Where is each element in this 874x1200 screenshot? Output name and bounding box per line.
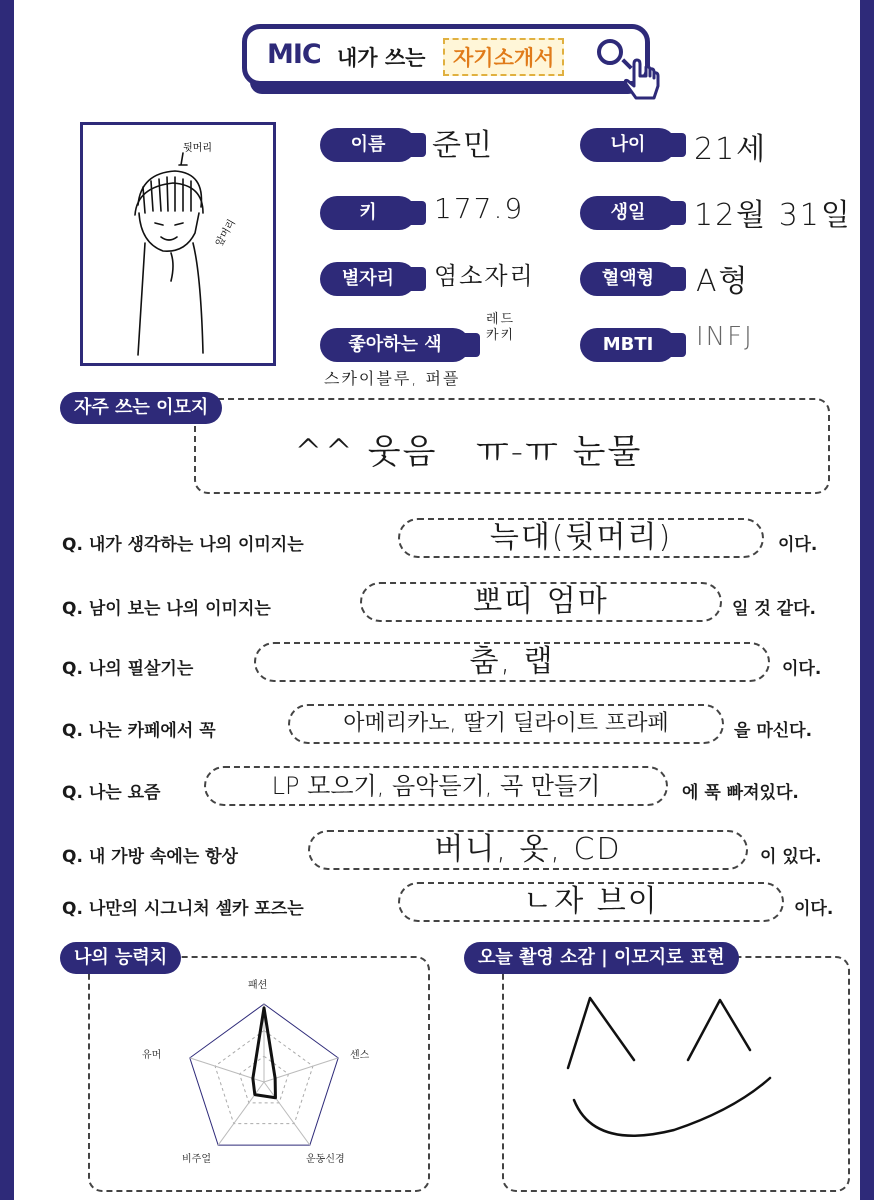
question-7-end: 이다. (794, 899, 834, 919)
mic-logo (267, 39, 321, 70)
header-title: 내가 쓰는 (337, 46, 426, 70)
question-5: Q. 나는 요즘 (62, 783, 161, 803)
question-3: Q. 나의 필살기는 (62, 659, 194, 679)
header-badge: 자기소개서 (443, 38, 564, 76)
pill-age: 나이 (580, 128, 676, 162)
question-4: Q. 나는 카페에서 꼭 (62, 721, 216, 741)
logo-text: MIC (267, 39, 321, 70)
question-7: Q. 나만의 시그니처 셀카 포즈는 (62, 899, 304, 919)
pointer-hand-icon (620, 56, 670, 106)
answer-5: LP 모으기, 음악듣기, 곡 만들기 (204, 766, 668, 806)
answer-6: 버니, 옷, CD (308, 830, 748, 870)
ability-radar-chart (164, 978, 364, 1178)
pill-birthday: 생일 (580, 196, 676, 230)
answer-1: 늑대(뒷머리) (398, 518, 764, 558)
value-mbti: INFJ (696, 322, 754, 352)
value-favorite-color: 레드 카키 (486, 312, 516, 343)
label-frequent-emoji: 자주 쓰는 이모지 (60, 392, 222, 424)
question-1: Q. 내가 생각하는 나의 이미지는 (62, 535, 304, 555)
question-5-end: 에 푹 빠져있다. (682, 783, 799, 803)
value-name: 준민 (432, 128, 494, 163)
pill-height: 키 (320, 196, 416, 230)
answer-2: 뽀띠 엄마 (360, 582, 722, 622)
radar-axis-line (218, 1082, 264, 1145)
radar-label-athleticism: 운동신경 (306, 1154, 345, 1165)
answer-7: ㄴ자 브이 (398, 882, 784, 922)
value-blood-type: A형 (696, 264, 750, 299)
note-top: 뒷머리 (183, 143, 212, 154)
pill-favorite-color: 좋아하는 색 (320, 328, 470, 362)
value-height: 177.9 (434, 192, 525, 225)
question-1-end: 이다. (778, 535, 818, 555)
label-impression: 오늘 촬영 소감 | 이모지로 표현 (464, 942, 739, 974)
pill-name: 이름 (320, 128, 416, 162)
emoji-content: ^^ 웃음 ㅠ-ㅠ 눈물 (294, 432, 643, 472)
question-4-end: 을 마신다. (734, 721, 813, 741)
question-2: Q. 남이 보는 나의 이미지는 (62, 599, 271, 619)
question-6: Q. 내 가방 속에는 항상 (62, 847, 238, 867)
portrait-drawing (83, 125, 273, 363)
value-favorite-color-2: 스카이블루, 퍼플 (324, 369, 461, 388)
radar-label-humor: 유머 (142, 1050, 162, 1061)
radar-label-visual: 비주얼 (182, 1154, 211, 1165)
portrait-drawing-frame (80, 122, 276, 366)
label-ability: 나의 능력치 (60, 942, 181, 974)
pill-zodiac: 별자리 (320, 262, 416, 296)
header-search-bar (242, 24, 650, 86)
question-2-end: 일 것 같다. (732, 599, 816, 619)
question-3-end: 이다. (782, 659, 822, 679)
value-zodiac: 염소자리 (434, 262, 535, 290)
radar-axis-line (264, 1082, 310, 1145)
radar-label-sense: 센스 (350, 1050, 370, 1061)
radar-label-fashion: 패션 (248, 980, 268, 991)
question-6-end: 이 있다. (760, 847, 822, 867)
value-birthday: 12월 31일 (694, 198, 852, 233)
pill-mbti: MBTI (580, 328, 676, 362)
value-age: 21세 (694, 132, 768, 167)
pill-blood-type: 혈액형 (580, 262, 676, 296)
impression-emoji-drawing (554, 980, 814, 1160)
answer-3: 춤, 랩 (254, 642, 770, 682)
answer-4: 아메리카노, 딸기 딜라이트 프라페 (288, 704, 724, 744)
note-side: 앞머리 (214, 217, 239, 249)
